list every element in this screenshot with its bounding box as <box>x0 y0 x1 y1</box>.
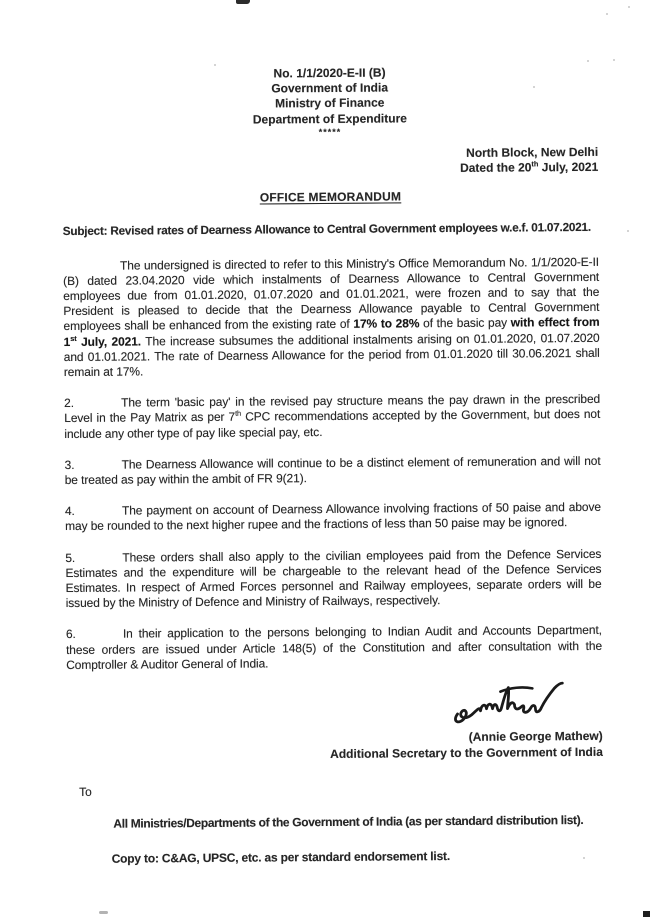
p4-text: The payment on account of Dearness Allowance involving fractions of 50 paise and above may be rounded to the next higher rupee and the fractions of less than 50 paise may be ignored. <box>65 500 601 534</box>
date-ordinal-sup: th <box>531 159 539 169</box>
p4-number: 4. <box>64 504 75 519</box>
p6-number: 6. <box>65 627 76 642</box>
distribution-line: All Ministries/Departments of the Government of India (as per standard distribution list). <box>113 812 584 831</box>
p1-bold-effect: with effect from 1st July, 2021. <box>63 315 600 349</box>
paragraph-1 <box>63 254 600 380</box>
handwritten-signature-icon <box>450 677 600 726</box>
subject-line: Subject: Revised rates of Dearness Allowance to Central Government employees w.e.f. 01.07.2021. <box>62 220 591 239</box>
letterhead <box>61 64 598 139</box>
scan-noise-speck <box>606 13 608 15</box>
p2-text-2: CPC recommendations accepted by the Government, but does not include any other type of pay like special pay, etc. <box>64 407 601 441</box>
paragraph-6 <box>66 623 602 673</box>
p1-text-3: The increase subsumes the additional instalments arising on 01.01.2020, 01.07.2020 and 01.01.2021. The rate of Dearness Allowance for the period from 01.01.2020 till 30.06.2021 shall remain at 17%. <box>63 330 600 380</box>
org-line-government: Government of India <box>271 80 389 96</box>
date-text-suffix: July, 2021 <box>538 159 599 175</box>
scan-noise-speck <box>214 64 216 66</box>
scan-noise-speck <box>613 59 615 61</box>
scan-noise-speck <box>583 857 585 859</box>
place-date-block <box>62 145 598 180</box>
date-text: Dated the 20 <box>459 160 532 175</box>
scan-noise-speck <box>533 86 535 88</box>
p2-text: The term 'basic pay' in the revised pay structure means the pay drawn in the prescribed Level in the Pay Matrix as per 7 <box>64 392 601 426</box>
scan-noise-speck <box>587 60 589 62</box>
paragraph-3 <box>65 454 601 489</box>
org-line-department: Department of Expenditure <box>252 110 407 127</box>
place-line: North Block, New Delhi <box>466 144 599 160</box>
memo-title: OFFICE MEMORANDUM <box>259 189 402 205</box>
signature-block <box>66 677 603 764</box>
p3-text: The Dearness Allowance will continue to be a distinct element of remuneration and will not be treated as pay within the ambit of FR 9(21). <box>64 453 601 488</box>
reference-number: No. 1/1/2020-E-II (B) <box>273 65 386 81</box>
scan-artifact-bottom-left <box>99 911 108 914</box>
p5-text: These orders shall also apply to the civilian employees paid from the Defence Services Estimates and the expenditure will be chargeable to the relevant head of the Defence Services Estimates. In respect of Armed Forces personnel and Railway employees, separate orders will be issued by the Ministry of Defence and Ministry of Railways, respectively. <box>65 546 602 611</box>
p6-text: In their application to the persons belonging to Indian Audit and Accounts Department, these orders are issued under Article 148(5) of the Constitution and after consultation with the Comptroller & Auditor General of India. <box>65 623 603 672</box>
p1-ordinal-sup: st <box>70 333 77 343</box>
copy-to-line: Copy to: C&AG, UPSC, etc. as per standard endorsement list. <box>111 849 451 866</box>
date-line <box>62 160 598 179</box>
p2-ordinal-sup: th <box>235 409 242 419</box>
paragraph-2 <box>64 392 600 442</box>
p1-bold-rate: 17% to 28% <box>353 316 420 332</box>
separator-stars: ***** <box>318 126 342 137</box>
p3-number: 3. <box>64 457 75 472</box>
p1-text: The undersigned is directed to refer to this Ministry's Office Memorandum No. 1/1/2020-E-II (B) dated 23.04.2020 vide which instalments of Dearness Allowance to Central Government employees due from 01.01.2020, 01.07.2020 and 01.01.2021, were frozen and to say that the President is pleased to decide that the Dearness Allowance payable to Central Government employees shall be enhanced from the existing rate of <box>63 254 600 334</box>
scan-artifact-bottom-right <box>643 911 650 917</box>
scan-noise-speck <box>628 6 630 8</box>
scan-artifact-top <box>236 0 250 4</box>
signatory-name: (Annie George Mathew) <box>468 729 603 745</box>
p5-number: 5. <box>65 550 76 565</box>
org-line-ministry: Ministry of Finance <box>275 95 385 111</box>
p2-number: 2. <box>64 396 74 411</box>
to-label: To <box>79 784 92 799</box>
signatory-designation: Additional Secretary to the Government of India <box>330 744 603 761</box>
scan-noise-speck <box>627 230 629 232</box>
paragraph-5 <box>65 547 601 612</box>
p1-text-2: of the basic pay <box>419 315 511 331</box>
paragraph-4 <box>65 500 601 535</box>
